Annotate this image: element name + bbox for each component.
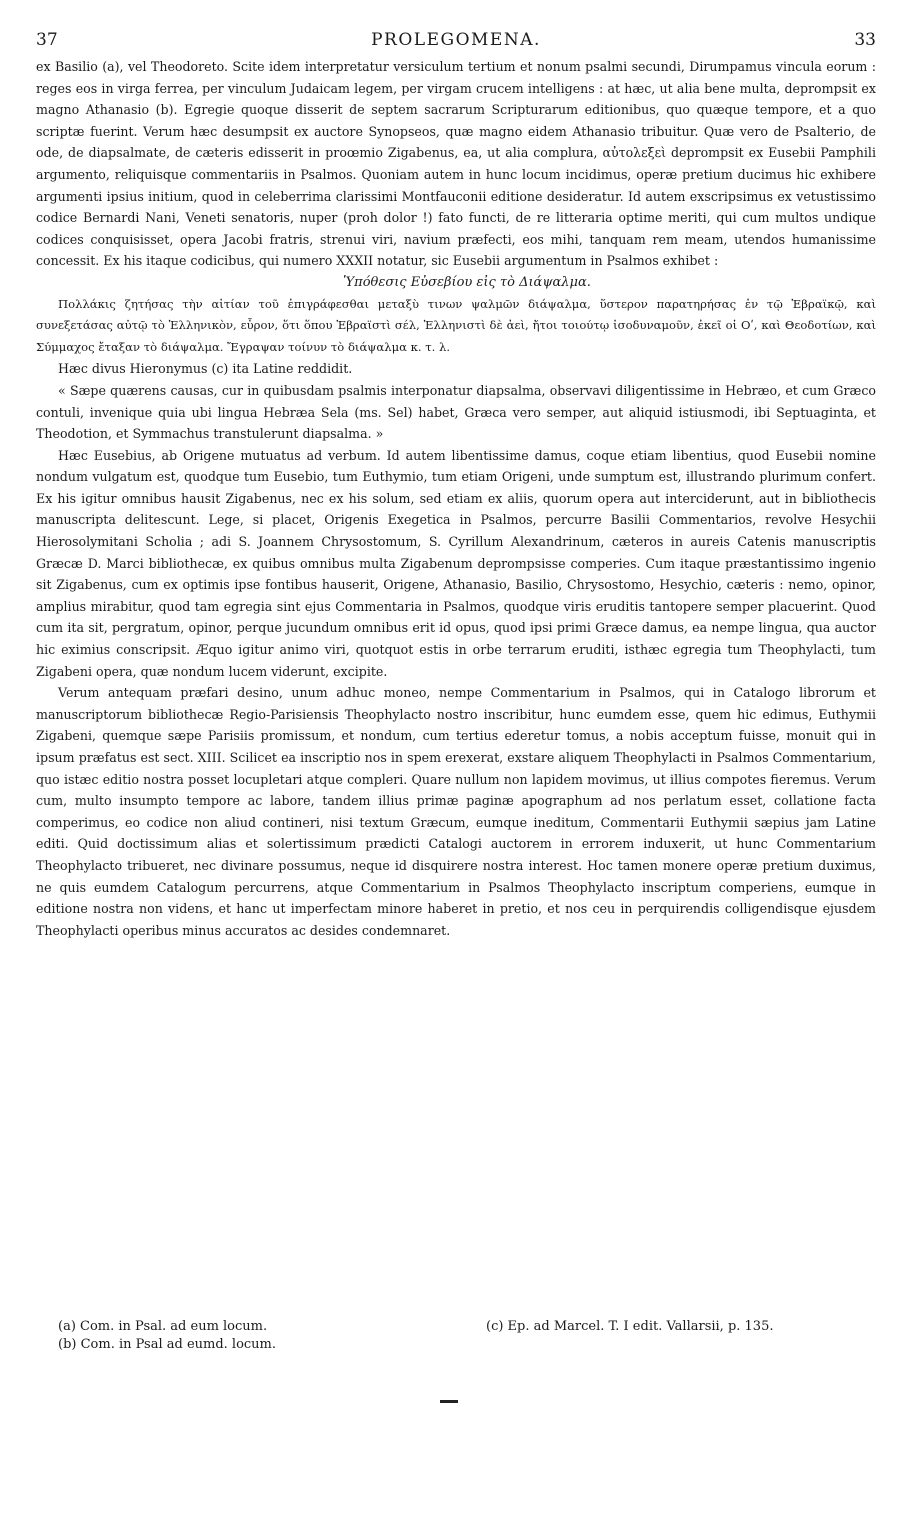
paragraph-3: Verum antequam præfari desino, unum adhuc moneo, nempe Commentarium in Psalmos, qui in Catalogo librorum et manuscriptorum bibliothecæ Regio-Parisiensis Theophylacto nostro inscribitur, hunc eumdem esse, quem hic edimus, Euthymii Zigabeni, quemque sæpe Parisiis promissum, et nondum, cum tertius ederetur tomus, a nobis acceptum fuisse, monuit qui in ipsum præfatus est sect. XIII. Scilicet ea inscriptio nos in spem erexerat, exstare aliquem Theophylacti in Psalmos Commentarium, quo istæc editio nostra posset locupletari atque compleri. Quare nullum non lapidem movimus, ut illius compotes fieremus. Verum cum, multo insumpto tempore ac labore, tandem illius primæ paginæ apographum ad nos perlatum esset, collatione facta comperimus, eo codice non aliud contineri, nisi textum Græcum, eumque ineditum, Commentarii Euthymii sæpius jam Latine editi. Quid doctissimum alias et solertissimum prædicti Catalogi auctorem in errorem induxerit, ut hunc Commentarium Theophylacto tribueret, nec divinare possumus, neque id disquirere nostra interest. Hoc tamen monere operæ pretium duximus, ne quis eumdem Catalogum percurrens, atque Commentarium in Psalmos Theophylacto inscriptum comperiens, eumque in editione nostra non videns, et hanc ut imperfectam minore haberet in pretio, et nos ceu in perquirendis colligendisque ejusdem Theophylacti operibus minus accuratos ac desides condemnaret. <box>36 685 876 938</box>
footnote-c: (c) Ep. ad Marcel. T. I edit. Vallarsii, p. 135. <box>486 1319 774 1334</box>
page <box>36 30 876 941</box>
main-text <box>36 56 876 941</box>
footnote-b: (b) Com. in Psal ad eumd. locum. <box>58 1337 277 1352</box>
hieronymus-quote: « Sæpe quærens causas, cur in quibusdam psalmis interponatur diapsalma, observavi diligentissime in Hebræo, et cum Græco contuli, invenique quia ubi lingua Hebræa Sela (ms. Sel) habet, Græca vero semper, aut aliquid istiusmodi, ibi Septuaginta, et Theodotion, et Symmachus transtulerunt diapsalma. » <box>36 382 876 442</box>
footnotes-right <box>486 1318 773 1336</box>
page-number-right: 33 <box>854 30 876 50</box>
greek-title: Ὑπόθεσις Εὐσεβίου εἰς τὸ Διάψαλμα. <box>343 274 591 290</box>
running-title: PROLEGOMENA. <box>371 30 541 50</box>
page-number-left: 37 <box>36 30 58 50</box>
greek-passage: Πολλάκις ζητήσας τὴν αἰτίαν τοῦ ἐπιγράφεσθαι μεταξὺ τινων ψαλμῶν διάψαλμα, ὕστερον παρατηρήσας ἐν τῷ Ἑβραϊκῷ, καὶ συνεξετάσας αὐτῷ τὸ Ἑλληνικὸν, εὗρον, ὅτι ὅπου Ἑβραϊστὶ σέλ, Ἑλληνιστὶ δὲ ἀεὶ, ἤτοι τοιούτῳ ἰσοδυναμοῦν, ἐκεῖ οἱ Οʹ, καὶ Θεοδοτίων, καὶ Σύμμαχος ἔταξαν τὸ διάψαλμα. Ἔγραψαν τοίνυν τὸ διάψαλμα κ. τ. λ. <box>36 296 876 354</box>
paragraph-1: ex Basilio (a), vel Theodoreto. Scite idem interpretatur versiculum tertium et nonum psalmi secundi, Dirumpamus vincula eorum : reges eos in virga ferrea, per vinculum Judaicam legem, per virgam crucem intelligens : at hæc, ut alia bene multa, deprompsit ex magno Athanasio (b). Egregie quoque disserit de septem sacrarum Scripturarum editionibus, quo quæque tempore, et a quo scriptæ fuerint. Verum hæc desumpsit ex auctore Synopseos, quæ magno eidem Athanasio tribuitur. Quæ vero de Psalterio, de ode, de diapsalmate, de cæteris edisserit in proœmio Zigabenus, ea, ut alia complura, αὐτολεξεὶ deprompsit ex Eusebii Pamphili argumento, reliquisque commentariis in Psalmos. Quoniam autem in hunc locum incidimus, operæ pretium ducimus hic exhibere argumenti ipsius initium, quod in celeberrima clarissimi Montfauconii editione desideratur. Id autem exscripsimus ex vetustissimo codice Bernardi Nani, Veneti senatoris, nuper (proh dolor !) fato functi, de re litteraria optime meriti, qui cum multos undique codices conquisisset, opera Jacobi fratris, strenui viri, navium præfecti, eos mihi, tanquam rem meam, utendos humanissime concessit. Ex his itaque codicibus, qui numero XXXII notatur, sic Eusebii argumentum in Psalmos exhibet : <box>36 59 876 269</box>
running-header <box>36 30 876 56</box>
bottom-rule <box>440 1400 458 1403</box>
latin-intro: Hæc divus Hieronymus (c) ita Latine reddidit. <box>58 361 353 377</box>
paragraph-2: Hæc Eusebius, ab Origene mutuatus ad verbum. Id autem libentissime damus, coque etiam libentius, quod Eusebii nomine nondum vulgatum est, quodque tum Eusebio, tum Euthymio, tum etiam Origeni, unde sumptum est, illustrando plurimum confert. Ex his igitur omnibus hausit Zigabenus, nec ex his solum, sed etiam ex aliis, quorum opera aut interciderunt, aut in bibliothecis manuscripta delitescunt. Lege, si placet, Origenis Exegetica in Psalmos, percurre Basilii Commentarios, revolve Hesychii Hierosolymitani Scholia ; adi S. Joannem Chrysostomum, S. Cyrillum Alexandrinum, cæteros in aureis Catenis manuscriptis Græcæ D. Marci bibliothecæ, ex quibus omnibus multa Zigabenum deprompsisse comperies. Cum itaque præstantissimo ingenio sit Zigabenus, cum ex optimis ipse fontibus hauserit, Origene, Athanasio, Basilio, Chrysostomo, Hesychio, cæteris : nemo, opinor, amplius mirabitur, quod tam egregia sint ejus Commentaria in Psalmos, quodque viris eruditis tantopere semper placuerint. Quod cum ita sit, pergratum, opinor, perque jucundum omnibus erit id opus, quod ipsi primi Græce damus, ea nempe lingua, qua auctor hic eximius conscripsit. Æquo igitur animo viri, quotquot estis in orbe terrarum eruditi, isthæc egregia tum Theophylacti, tum Zigabeni opera, quæ nondum lucem viderunt, excipite. <box>36 447 876 679</box>
footnote-a: (a) Com. in Psal. ad eum locum. <box>58 1319 268 1334</box>
footnotes-left <box>58 1318 276 1354</box>
